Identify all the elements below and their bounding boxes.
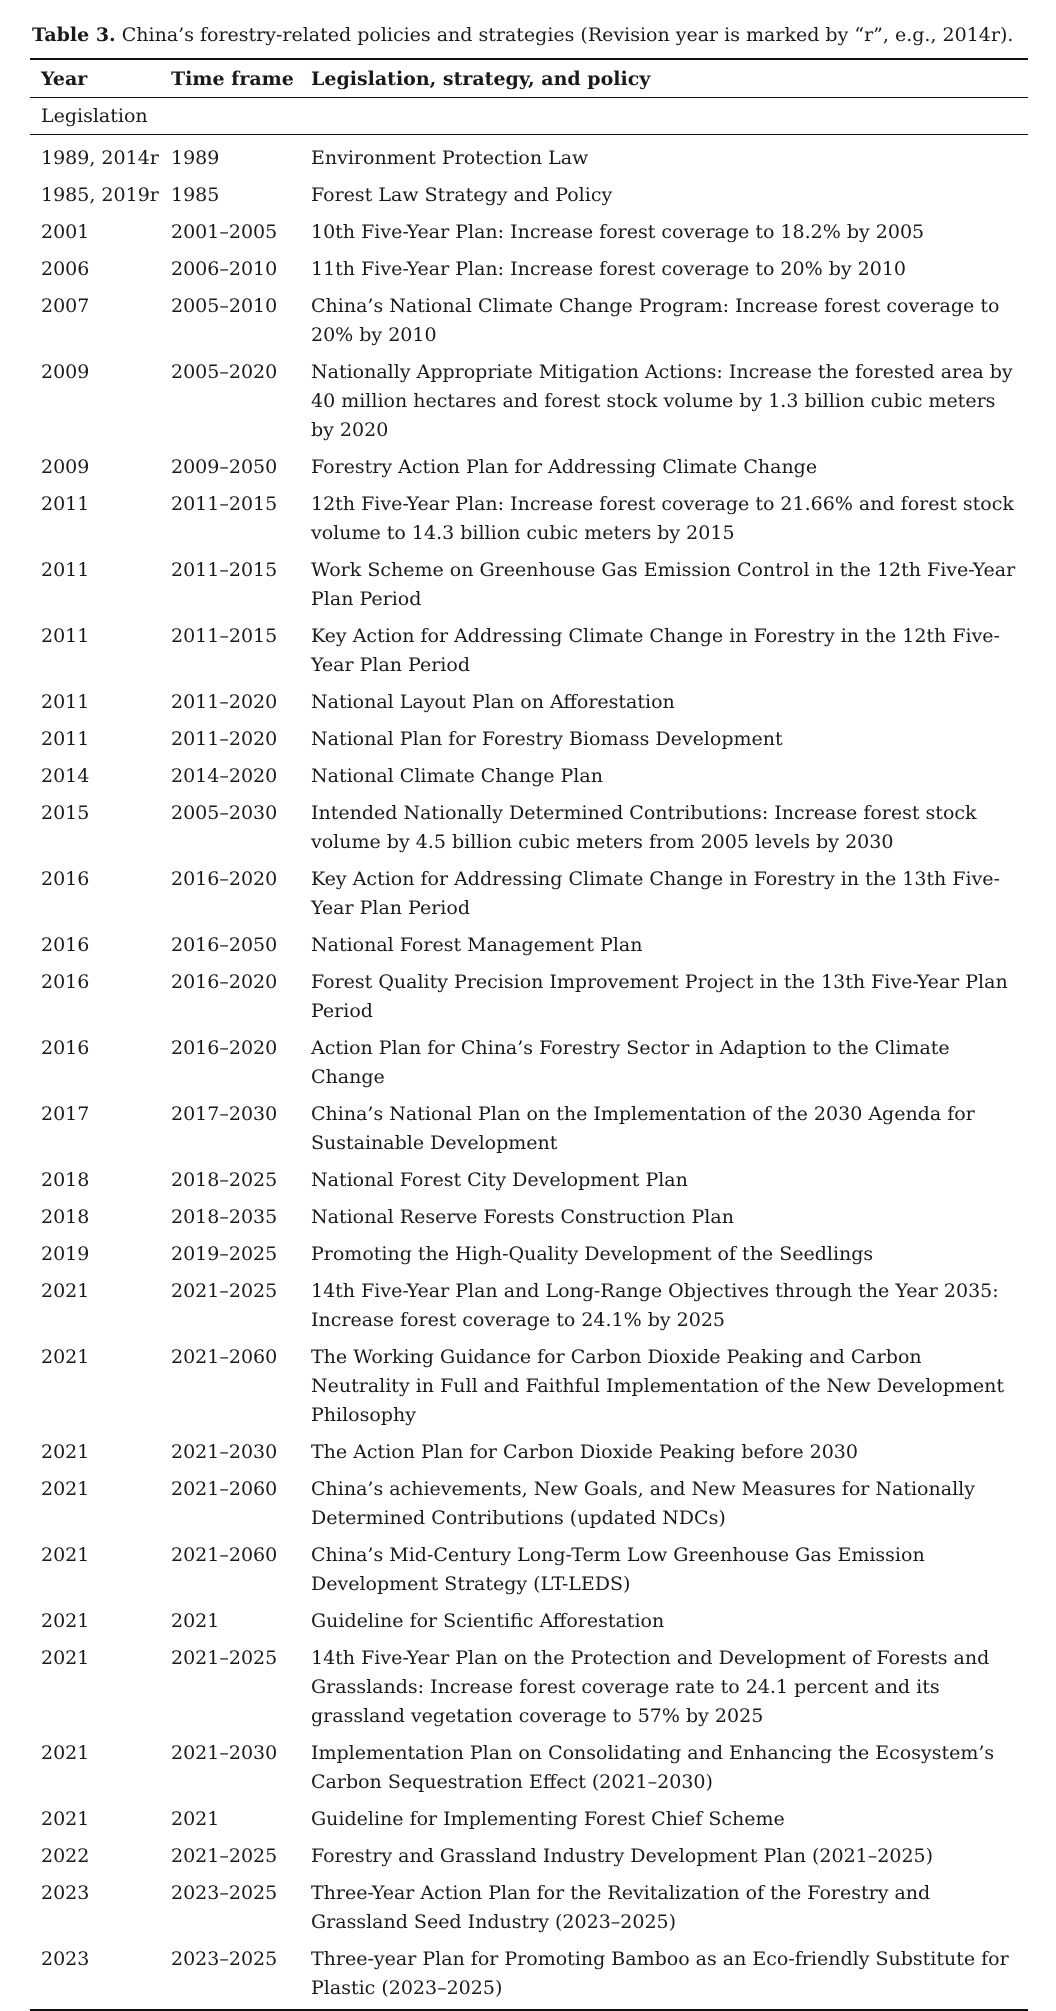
cell-policy: 10th Five-Year Plan: Increase forest coverage to 18.2% by 2005: [311, 221, 925, 243]
cell-policy: China’s Mid-Century Long-Term Low Greenhouse Gas Emission Development Strategy (LT-LEDS): [311, 1544, 925, 1595]
cell-time-frame: 2011–2015: [171, 625, 278, 647]
cell-time-frame: 2021–2030: [171, 1742, 278, 1764]
table-row: [30, 135, 1028, 179]
cell-year: 2016: [41, 971, 90, 993]
table-row: [30, 1237, 1028, 1274]
cell-time-frame: 2014–2020: [171, 765, 278, 787]
cell-time-frame: 2018–2035: [171, 1206, 278, 1228]
cell-year: 2001: [41, 221, 90, 243]
cell-time-frame: 2011–2015: [171, 493, 278, 515]
table-row: [30, 619, 1028, 685]
cell-policy: Intended Nationally Determined Contributions: Increase forest stock volume by 4.5 billion cubic meters from 2005 levels by 2030: [311, 802, 977, 853]
cell-policy: China’s achievements, New Goals, and New Measures for Nationally Determined Contributions (updated NDCs): [311, 1478, 975, 1529]
cell-policy: 14th Five-Year Plan on the Protection and Development of Forests and Grasslands: Increase forest coverage rate to 24.1 percent and its grassland vegetation coverage to 57% by 2025: [311, 1647, 990, 1727]
cell-policy: The Working Guidance for Carbon Dioxide Peaking and Carbon Neutrality in Full and Faithful Implementation of the New Development Philosophy: [311, 1346, 1004, 1426]
table-row: [30, 215, 1028, 252]
header-time-frame: Time frame: [171, 59, 311, 98]
cell-year: 1985, 2019r: [41, 184, 159, 206]
cell-policy: National Reserve Forests Construction Plan: [311, 1206, 734, 1228]
table-row: [30, 1340, 1028, 1435]
cell-time-frame: 1985: [171, 184, 220, 206]
table-row: [30, 487, 1028, 553]
cell-year: 2011: [41, 559, 90, 581]
cell-time-frame: 2011–2020: [171, 691, 278, 713]
table-row: [30, 450, 1028, 487]
cell-time-frame: 2006–2010: [171, 258, 278, 280]
cell-time-frame: 2005–2010: [171, 295, 278, 317]
cell-year: 2021: [41, 1478, 90, 1500]
table-row: [30, 1274, 1028, 1340]
table-row: [30, 965, 1028, 1031]
header-year: Year: [30, 59, 171, 98]
cell-year: 2023: [41, 1948, 90, 1970]
table-row: [30, 1604, 1028, 1641]
cell-policy: Key Action for Addressing Climate Change in Forestry in the 12th Five-Year Plan Period: [311, 625, 1000, 676]
cell-policy: National Climate Change Plan: [311, 765, 603, 787]
cell-policy: Action Plan for China’s Forestry Sector in Adaption to the Climate Change: [311, 1037, 950, 1088]
cell-year: 2009: [41, 456, 90, 478]
cell-time-frame: 2021–2025: [171, 1647, 278, 1669]
cell-year: 2009: [41, 361, 90, 383]
table-row: [30, 1200, 1028, 1237]
table-row: [30, 1942, 1028, 2010]
cell-year: 2022: [41, 1845, 90, 1867]
cell-year: 2007: [41, 295, 90, 317]
cell-policy: 12th Five-Year Plan: Increase forest coverage to 21.66% and forest stock volume to 14.3 billion cubic meters by 2015: [311, 493, 1014, 544]
cell-policy: National Forest Management Plan: [311, 934, 643, 956]
table-row: [30, 1435, 1028, 1472]
table-row: [30, 722, 1028, 759]
cell-time-frame: 2021–2060: [171, 1346, 278, 1368]
table-row: [30, 1538, 1028, 1604]
cell-policy: China’s National Climate Change Program: Increase forest coverage to 20% by 2010: [311, 295, 1000, 346]
cell-policy: Forest Quality Precision Improvement Project in the 13th Five-Year Plan Period: [311, 971, 1008, 1022]
cell-policy: Guideline for Scientific Afforestation: [311, 1610, 665, 1632]
policy-table: [30, 58, 1028, 2011]
table-row: [30, 1736, 1028, 1802]
cell-year: 2011: [41, 493, 90, 515]
cell-year: 2023: [41, 1882, 90, 1904]
cell-year: 2015: [41, 802, 90, 824]
table-row: [30, 289, 1028, 355]
table-row: [30, 1641, 1028, 1736]
cell-time-frame: 2005–2030: [171, 802, 278, 824]
cell-policy: 11th Five-Year Plan: Increase forest coverage to 20% by 2010: [311, 258, 906, 280]
cell-policy: The Action Plan for Carbon Dioxide Peaking before 2030: [311, 1441, 858, 1463]
cell-year: 2017: [41, 1103, 90, 1125]
cell-policy: National Layout Plan on Afforestation: [311, 691, 675, 713]
table-row: [30, 1802, 1028, 1839]
cell-time-frame: 2009–2050: [171, 456, 278, 478]
cell-policy: Nationally Appropriate Mitigation Actions: Increase the forested area by 40 million hectares and forest stock volume by 1.3 billion cubic meters by 2020: [311, 361, 1013, 441]
cell-year: 2011: [41, 625, 90, 647]
table-caption-label: Table 3.: [32, 24, 116, 46]
cell-year: 2021: [41, 1610, 90, 1632]
cell-year: 2011: [41, 728, 90, 750]
cell-year: 2006: [41, 258, 90, 280]
cell-year: 2011: [41, 691, 90, 713]
cell-year: 2021: [41, 1647, 90, 1669]
cell-year: 2014: [41, 765, 90, 787]
cell-policy: Work Scheme on Greenhouse Gas Emission Control in the 12th Five-Year Plan Period: [311, 559, 1016, 610]
cell-time-frame: 2021: [171, 1610, 220, 1632]
table-row: [30, 1839, 1028, 1876]
cell-policy: Forestry Action Plan for Addressing Climate Change: [311, 456, 818, 478]
cell-policy: National Plan for Forestry Biomass Development: [311, 728, 783, 750]
cell-policy: Promoting the High-Quality Development of the Seedlings: [311, 1243, 874, 1265]
cell-time-frame: 2016–2020: [171, 868, 278, 890]
cell-time-frame: 2018–2025: [171, 1169, 278, 1191]
cell-year: 2021: [41, 1441, 90, 1463]
cell-time-frame: 2005–2020: [171, 361, 278, 383]
cell-year: 2018: [41, 1206, 90, 1228]
cell-policy: China’s National Plan on the Implementation of the 2030 Agenda for Sustainable Development: [311, 1103, 975, 1154]
cell-policy: National Forest City Development Plan: [311, 1169, 688, 1191]
header-policy: Legislation, strategy, and policy: [311, 59, 1028, 98]
cell-time-frame: 2017–2030: [171, 1103, 278, 1125]
table-row: [30, 553, 1028, 619]
table-caption-text: China’s forestry-related policies and strategies (Revision year is marked by “r”, e.g., 2014r).: [121, 24, 1014, 46]
cell-policy: Three-Year Action Plan for the Revitalization of the Forestry and Grassland Seed Industry (2023–2025): [311, 1882, 931, 1933]
table-row: [30, 178, 1028, 215]
cell-year: 2021: [41, 1808, 90, 1830]
table-row: [30, 928, 1028, 965]
cell-time-frame: 2011–2015: [171, 559, 278, 581]
cell-year: 2016: [41, 934, 90, 956]
table-row: [30, 1031, 1028, 1097]
table-row: [30, 685, 1028, 722]
cell-year: 2021: [41, 1544, 90, 1566]
cell-time-frame: 2016–2020: [171, 971, 278, 993]
cell-policy: Environment Protection Law: [311, 147, 589, 169]
cell-time-frame: 2023–2025: [171, 1882, 278, 1904]
cell-policy: Guideline for Implementing Forest Chief Scheme: [311, 1808, 785, 1830]
cell-year: 2016: [41, 1037, 90, 1059]
cell-year: 2021: [41, 1346, 90, 1368]
table-caption: [32, 20, 1032, 50]
table-row: [30, 1097, 1028, 1163]
cell-time-frame: 2021: [171, 1808, 220, 1830]
section-label: Legislation: [30, 98, 1028, 135]
cell-time-frame: 2021–2025: [171, 1845, 278, 1867]
cell-policy: Implementation Plan on Consolidating and Enhancing the Ecosystem’s Carbon Sequestration Effect (2021–2030): [311, 1742, 995, 1793]
cell-time-frame: 2016–2020: [171, 1037, 278, 1059]
cell-time-frame: 2011–2020: [171, 728, 278, 750]
cell-year: 2018: [41, 1169, 90, 1191]
cell-policy: Forestry and Grassland Industry Development Plan (2021–2025): [311, 1845, 934, 1867]
table-row: [30, 252, 1028, 289]
section-row: [30, 98, 1028, 135]
cell-time-frame: 1989: [171, 147, 220, 169]
cell-year: 2021: [41, 1742, 90, 1764]
table-body: [30, 98, 1028, 2011]
cell-time-frame: 2021–2030: [171, 1441, 278, 1463]
table-row: [30, 1876, 1028, 1942]
cell-year: 1989, 2014r: [41, 147, 159, 169]
table-row: [30, 759, 1028, 796]
cell-policy: Key Action for Addressing Climate Change in Forestry in the 13th Five-Year Plan Period: [311, 868, 1000, 919]
cell-year: 2016: [41, 868, 90, 890]
table-row: [30, 862, 1028, 928]
cell-time-frame: 2019–2025: [171, 1243, 278, 1265]
cell-time-frame: 2021–2060: [171, 1544, 278, 1566]
table-row: [30, 796, 1028, 862]
cell-policy: Three-year Plan for Promoting Bamboo as an Eco-friendly Substitute for Plastic (2023–2025): [311, 1948, 1009, 1999]
cell-policy: 14th Five-Year Plan and Long-Range Objectives through the Year 2035: Increase forest coverage to 24.1% by 2025: [311, 1280, 999, 1331]
table-row: [30, 355, 1028, 450]
cell-year: 2019: [41, 1243, 90, 1265]
cell-time-frame: 2021–2060: [171, 1478, 278, 1500]
cell-time-frame: 2023–2025: [171, 1948, 278, 1970]
cell-time-frame: 2021–2025: [171, 1280, 278, 1302]
cell-policy: Forest Law Strategy and Policy: [311, 184, 613, 206]
cell-time-frame: 2001–2005: [171, 221, 278, 243]
table-header-row: [30, 59, 1028, 98]
table-row: [30, 1472, 1028, 1538]
cell-year: 2021: [41, 1280, 90, 1302]
cell-time-frame: 2016–2050: [171, 934, 278, 956]
table-row: [30, 1163, 1028, 1200]
